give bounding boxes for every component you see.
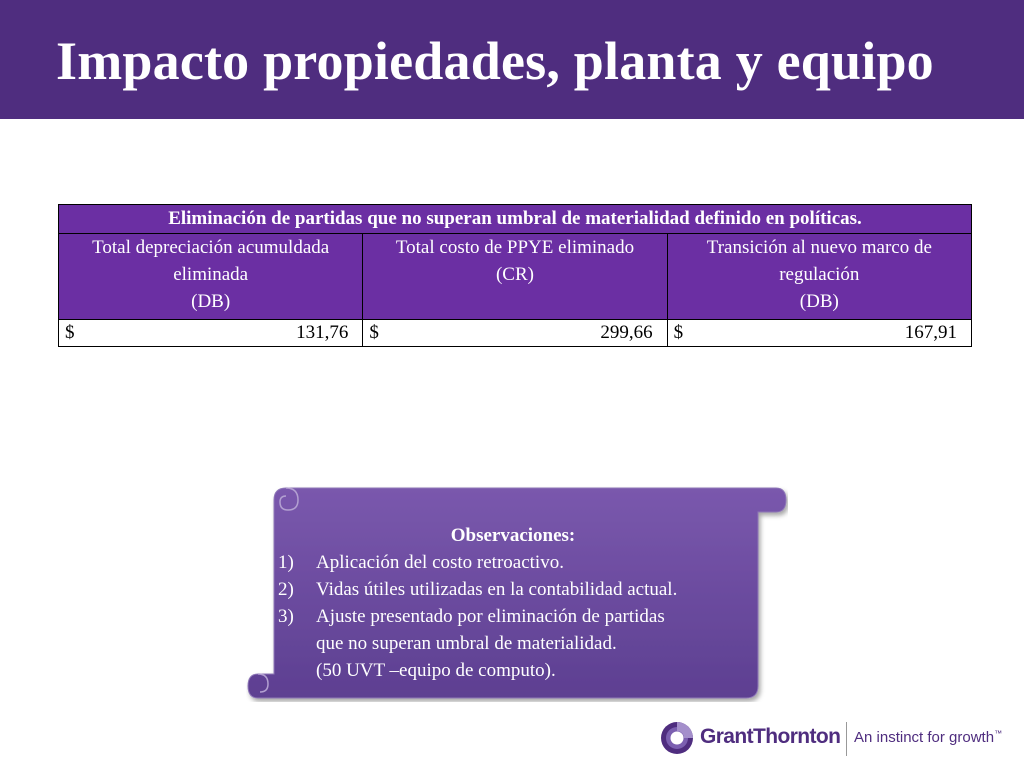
logo-wordmark: GrantThornton [700,725,841,748]
column-header-ppye-cost [363,234,667,320]
observations-heading: Observaciones: [450,525,576,546]
currency-symbol: $ [673,322,684,343]
list-number: 1) [278,552,294,573]
observations-list [278,549,748,684]
column-header-line: (DB) [191,291,231,312]
list-item [278,603,748,684]
grant-thornton-logo-mark-icon [660,720,694,756]
title-bar [0,0,1024,119]
column-header-transition [667,234,971,320]
value-cell-accumulated-depreciation [59,320,363,347]
column-header-line: eliminada [173,264,249,285]
grant-thornton-logo [660,720,1003,758]
trademark-mark: ™ [994,729,1003,738]
amount: 131,76 [296,322,349,343]
currency-symbol: $ [65,322,75,343]
list-number: 3) [278,606,294,627]
amount: 167,91 [904,322,957,343]
logo-tagline [854,729,1002,746]
value-cell-transition [667,320,971,347]
value-cell-ppye-cost [363,320,667,347]
column-header-line: Total depreciación acumuldada [92,237,330,258]
observations-content [278,522,748,684]
logo-divider [846,722,847,756]
table-banner: Eliminación de partidas que no superan umbral de materialidad definido en políticas. [59,205,972,234]
list-item [278,576,748,603]
list-text: Ajuste presentado por eliminación de partidas [316,606,665,627]
column-header-accumulated-depreciation [59,234,363,320]
list-text: Vidas útiles utilizadas en la contabilidad actual. [316,579,678,600]
table-row [59,320,972,347]
amount: 299,66 [600,322,653,343]
column-header-line: Transición al nuevo marco de [706,237,932,258]
slide-title: Impacto propiedades, planta y equipo [56,31,934,91]
list-text: Aplicación del costo retroactivo. [316,552,564,573]
table-header-row [59,234,972,320]
currency-symbol: $ [369,322,379,343]
list-text: (50 UVT –equipo de computo). [316,660,556,681]
column-header-line: (DB) [799,291,839,312]
impact-table [58,204,972,347]
list-text: que no superan umbral de materialidad. [316,633,617,654]
logo-tagline-text: An instinct for growth [854,729,995,746]
column-header-line: regulación [779,264,860,285]
list-item [278,549,748,576]
list-number: 2) [278,579,294,600]
observations-scroll [246,486,788,702]
column-header-line: (CR) [495,264,534,285]
column-header-line: Total costo de PPYE eliminado [395,237,635,258]
